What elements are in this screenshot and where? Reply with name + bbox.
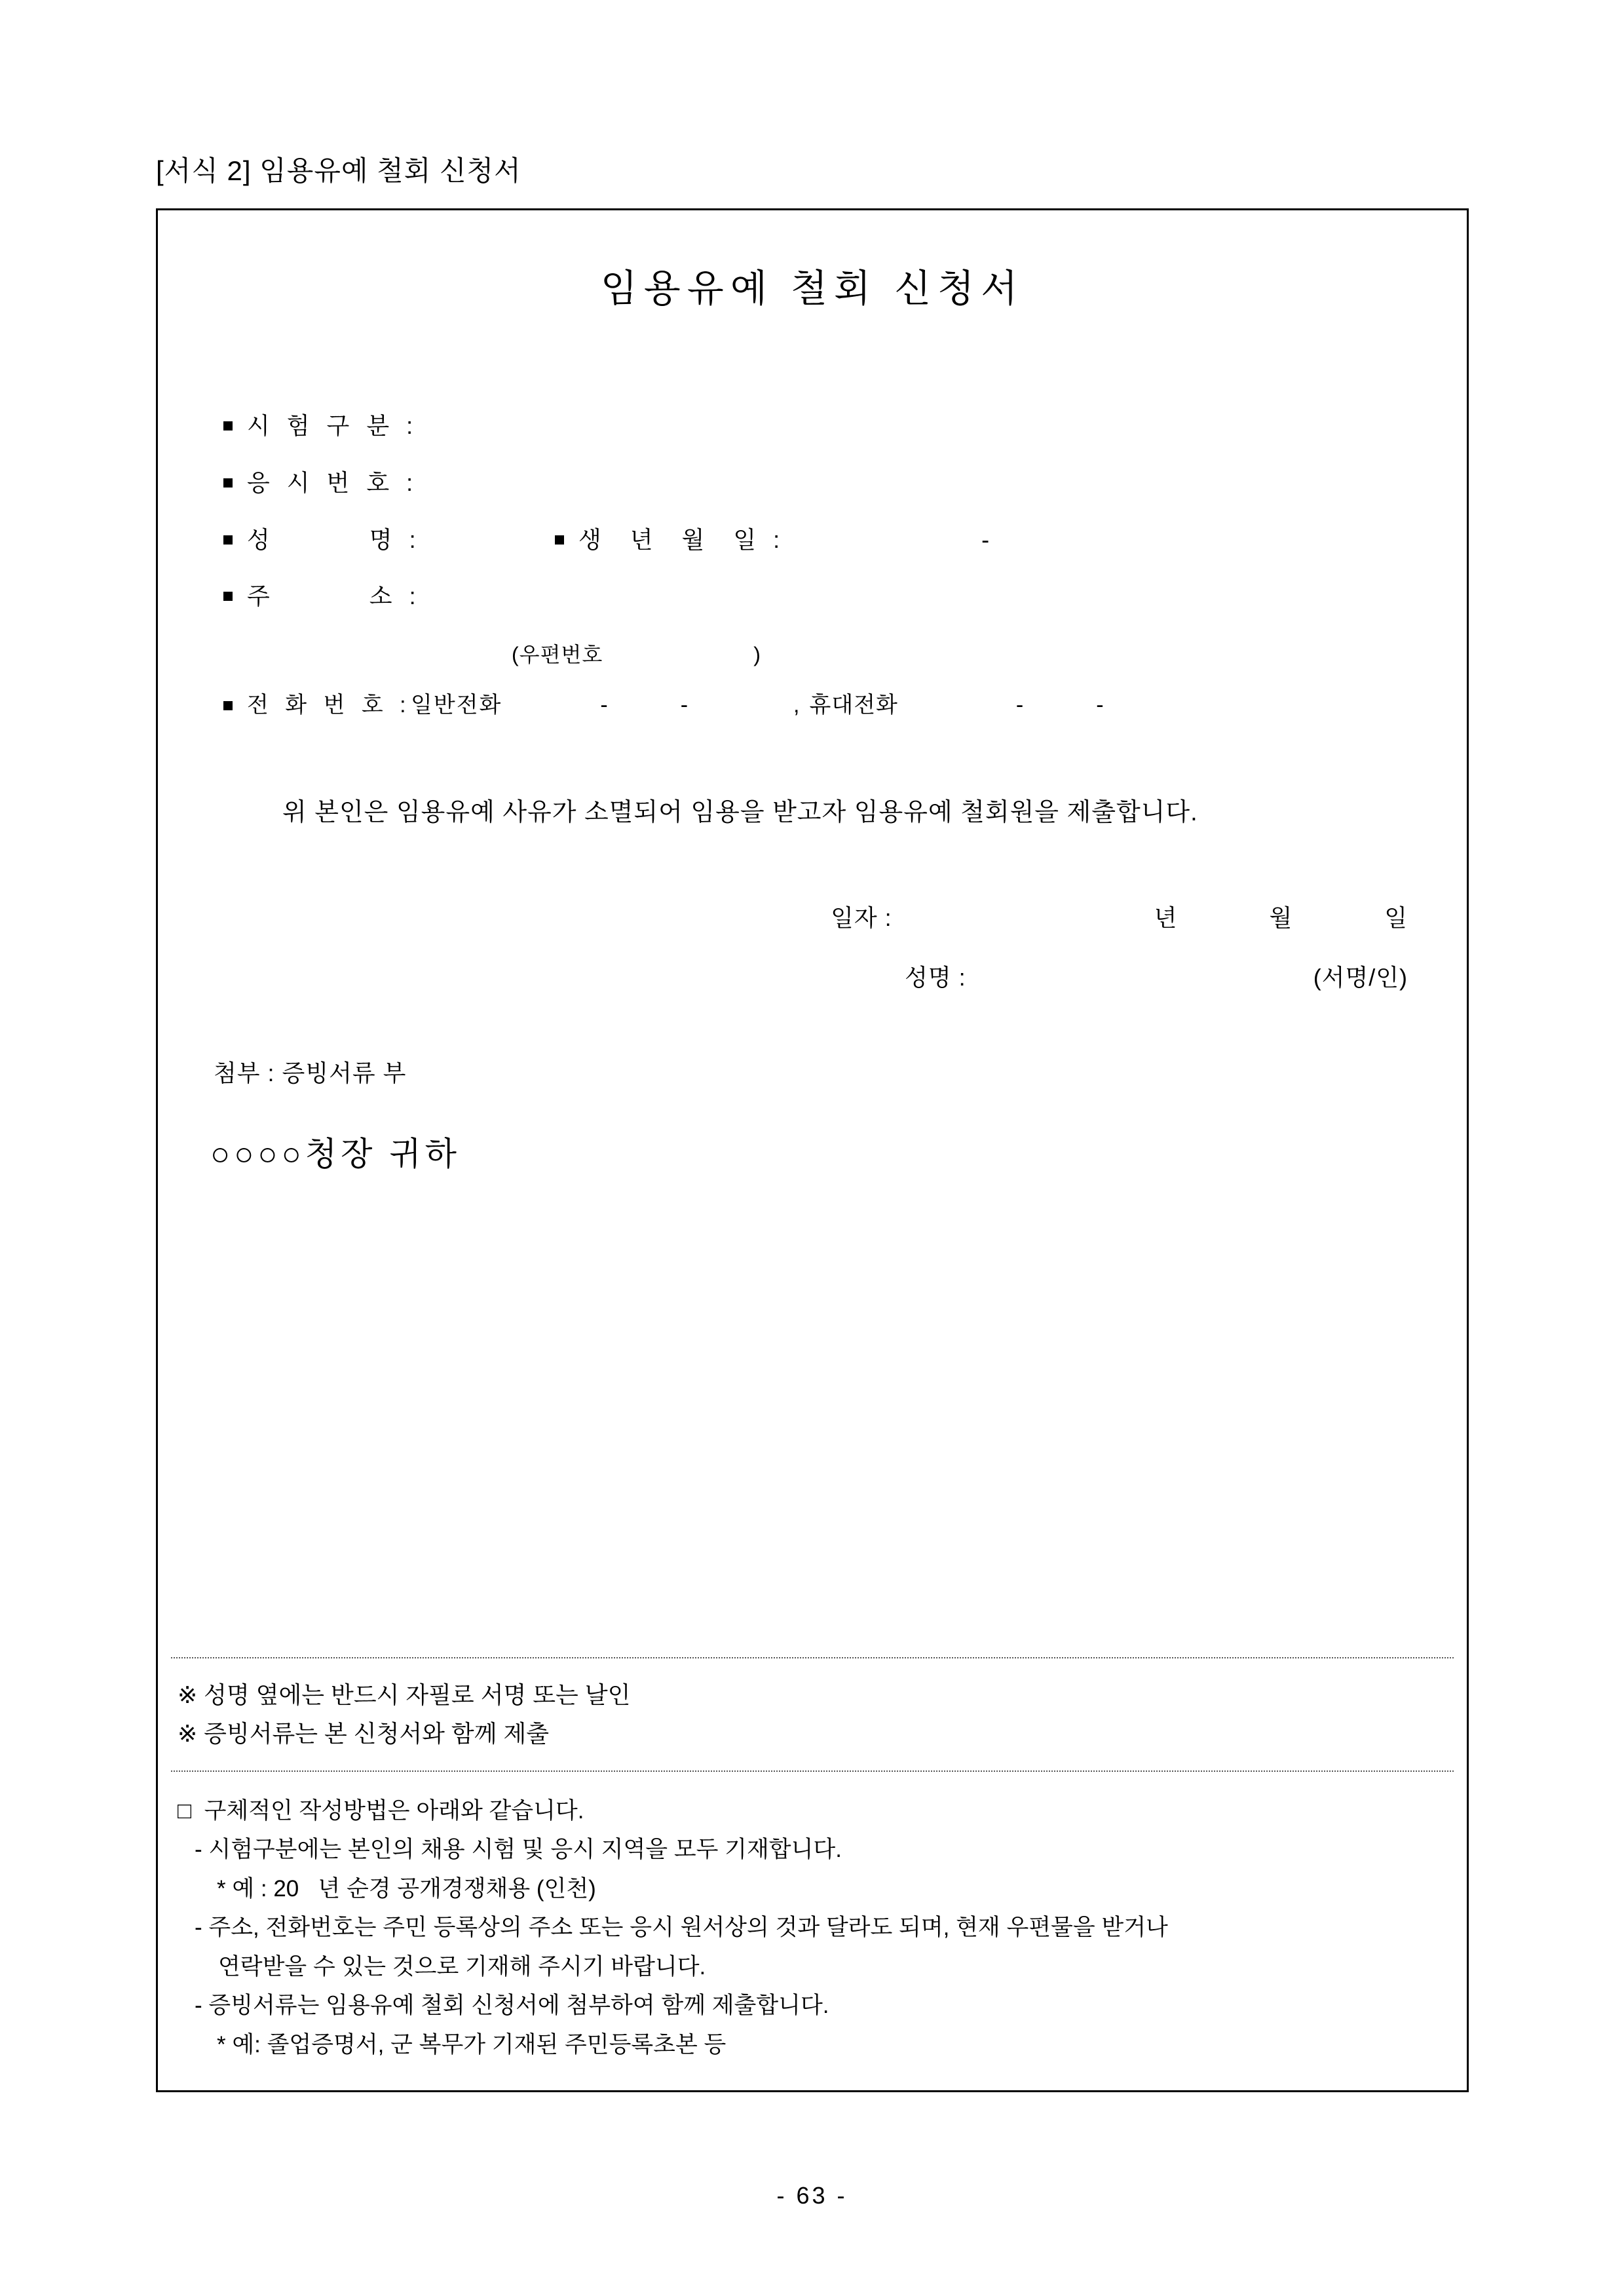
field-zipcode <box>512 638 1467 668</box>
square-bullet-icon <box>555 535 564 545</box>
field-birth-group <box>555 525 989 556</box>
zipcode-label: (우편번호 <box>512 643 603 667</box>
attachment-line: 첨부 : 증빙서류 부 <box>214 1060 407 1087</box>
field-phone-mobile-label: 휴대전화 <box>809 693 898 718</box>
field-phone-dash-3: - <box>1015 693 1025 718</box>
guide-line-2: * 예 : 20 년 순경 공개경쟁채용 (인천) <box>217 1875 596 1902</box>
field-birth-label: 생 년 월 일 : <box>578 526 785 553</box>
guide-heading: □ 구체적인 작성방법은 아래와 같습니다. <box>178 1797 584 1824</box>
notes-section <box>158 1657 1467 2090</box>
field-phone-dash-2: - <box>680 693 689 718</box>
document-caption: [서식 2] 임용유예 철회 신청서 <box>156 155 521 186</box>
declaration-statement: 위 본인은 임용유예 사유가 소멸되어 임용을 받고자 임용유예 철회원을 제출합니다. <box>282 799 1198 827</box>
square-bullet-icon <box>223 421 233 430</box>
field-phone <box>223 691 1467 719</box>
field-name-label: 성 명 : <box>247 526 421 553</box>
field-address <box>223 581 1467 612</box>
recipient-line: ○○○○청장 귀하 <box>210 1136 461 1173</box>
date-year-unit: 년 <box>1154 904 1178 932</box>
date-row <box>158 900 1408 933</box>
field-exam-number <box>223 468 1467 499</box>
field-phone-landline-label: 일반전화 <box>411 693 502 718</box>
page-number: - 63 - <box>776 2182 848 2209</box>
date-label: 일자 : <box>831 904 892 932</box>
field-exam-type-label: 시 험 구 분 : <box>247 412 419 439</box>
signature-row <box>158 959 1408 993</box>
guide-line-4: 연락받을 수 있는 것으로 기재해 주시기 바랍니다. <box>218 1953 706 1980</box>
zipcode-close-paren: ) <box>753 643 761 667</box>
square-bullet-icon <box>223 535 233 545</box>
application-form-frame <box>156 208 1469 2092</box>
guide-block <box>158 1772 1467 2091</box>
guide-line-5: - 증빙서류는 임용유예 철회 신청서에 첨부하여 함께 제출합니다. <box>195 1993 829 2018</box>
field-phone-comma: , <box>793 693 801 718</box>
date-signature-block <box>158 900 1467 993</box>
date-day-unit: 일 <box>1384 904 1408 932</box>
field-exam-type <box>223 411 1467 442</box>
field-birth-dash: - <box>981 526 990 553</box>
guide-line-6: * 예: 졸업증명서, 군 복무가 기재된 주민등록초본 등 <box>217 2031 727 2057</box>
applicant-fields <box>158 411 1467 719</box>
signature-name-label: 성명 : <box>905 964 966 991</box>
field-phone-dash-4: - <box>1096 693 1105 718</box>
field-name-and-birth <box>223 525 1467 556</box>
field-phone-label: 전 화 번 호 : <box>247 693 411 718</box>
field-address-label: 주 소 : <box>247 583 421 610</box>
form-title: 임용유예 철회 신청서 <box>600 267 1025 310</box>
guide-line-1: - 시험구분에는 본인의 채용 시험 및 응시 지역을 모두 기재합니다. <box>195 1837 842 1862</box>
notice-line-1: ※ 성명 옆에는 반드시 자필로 서명 또는 날인 <box>178 1681 631 1708</box>
field-phone-dash-1: - <box>600 693 609 718</box>
date-month-unit: 월 <box>1269 904 1293 932</box>
notice-line-2: ※ 증빙서류는 본 신청서와 함께 제출 <box>178 1720 550 1748</box>
square-bullet-icon <box>223 592 233 601</box>
notice-block <box>158 1658 1467 1770</box>
square-bullet-icon <box>223 701 233 710</box>
signature-seal-note: (서명/인) <box>1313 964 1408 991</box>
field-exam-number-label: 응 시 번 호 : <box>247 469 419 496</box>
square-bullet-icon <box>223 478 233 488</box>
guide-line-3: - 주소, 전화번호는 주민 등록상의 주소 또는 응시 원서상의 것과 달라도 되며, 현재 우편물을 받거나 <box>195 1915 1168 1940</box>
